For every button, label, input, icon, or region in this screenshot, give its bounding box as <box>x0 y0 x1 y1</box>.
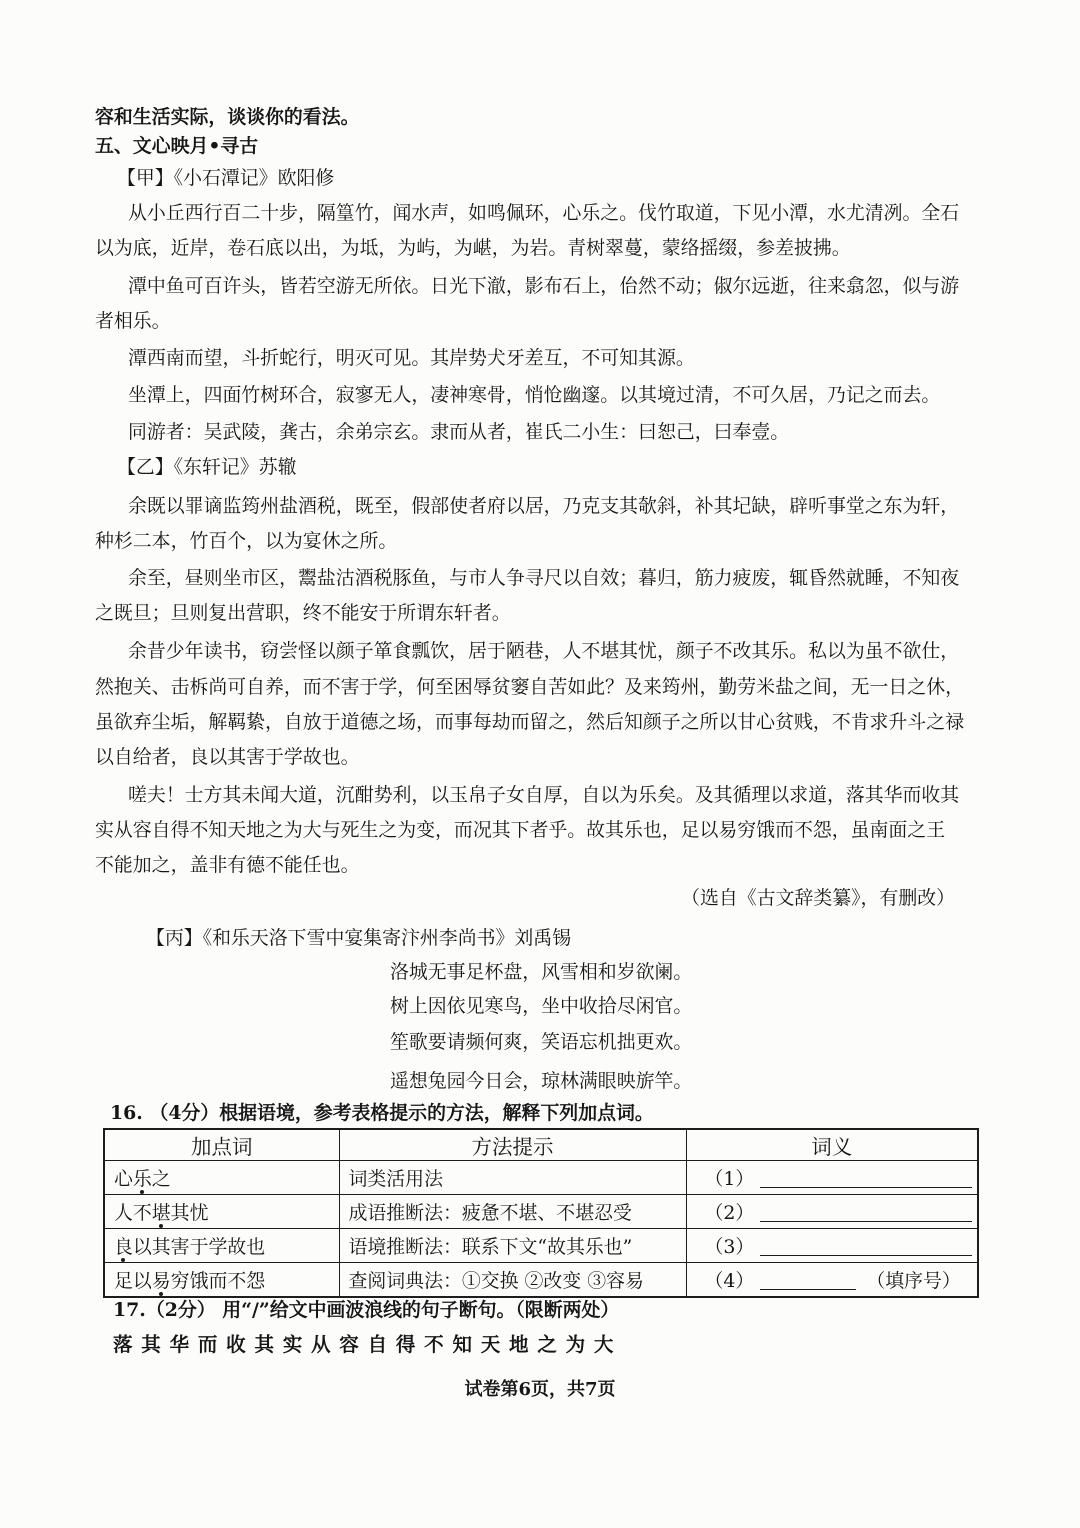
passage-b-heading: 【乙】《东轩记》苏辙 <box>117 456 297 478</box>
word-text: 穷饿而不怨 <box>170 1270 266 1292</box>
poem-line-3: 笙歌要请频何爽，笑语忘机拙更欢。 <box>390 1031 693 1053</box>
table-row <box>104 1263 978 1298</box>
table-header-method: 方法提示 <box>339 1129 686 1161</box>
passage-a-heading: 【甲】《小石潭记》欧阳修 <box>117 167 335 189</box>
poem-line-2: 树上因依见寒鸟，坐中收拾尽闲官。 <box>390 995 693 1017</box>
passage-b-p3-line4: 以自给者，良以其害于学故也。 <box>95 746 360 768</box>
table-cell-word <box>104 1161 339 1195</box>
word-text: 其忧 <box>170 1202 209 1224</box>
answer-label: （3） <box>704 1236 755 1258</box>
answer-blank <box>760 1204 972 1222</box>
passage-a-p2-line2: 者相乐。 <box>95 310 171 332</box>
passage-a-p5-line1: 同游者：吴武陵，龚古，余弟宗玄。隶而从者，崔氏二小生：曰恕己，曰奉壹。 <box>128 421 790 443</box>
table-cell-word <box>104 1195 339 1229</box>
intro-line: 容和生活实际，谈谈你的看法。 <box>95 106 360 128</box>
table-cell-word <box>104 1229 339 1263</box>
table-cell-answer <box>686 1161 978 1195</box>
table-cell-method: 查阅词典法：①交换 ②改变 ③容易 <box>339 1263 686 1298</box>
dotted-char: 易 <box>151 1270 171 1292</box>
question-17-text: （2分） 用“/”给文中画波浪线的句子断句。（限断两处） <box>145 1299 620 1321</box>
passage-b-p1-line2: 种杉二本，竹百个，以为宴休之所。 <box>95 530 398 552</box>
section-title: 五、文心映月•寻古 <box>95 135 259 157</box>
passage-b-p4-line1: 嗟夫！士方其未闻大道，沉酣势利，以玉帛子女自厚，自以为乐矣。及其循理以求道，落其华而收其 <box>128 784 960 806</box>
table-header-meaning: 词义 <box>686 1129 978 1161</box>
dotted-char: 堪 <box>151 1202 171 1224</box>
table-cell-method: 语境推断法：联系下文“故其乐也” <box>339 1229 686 1263</box>
word-text: 之 <box>151 1168 171 1190</box>
passage-b-p2-line2: 之既旦；旦则复出营职，终不能安于所谓东轩者。 <box>95 602 511 624</box>
poem-line-4: 遥想兔园今日会，琼林满眼映旂竿。 <box>390 1070 693 1092</box>
passage-a-p2-line1: 潭中鱼可百许头，皆若空游无所依。日光下澈，影布石上，佁然不动；俶尔远逝，往来翕忽，似与游 <box>128 275 960 297</box>
passage-b-p4-line3: 不能加之，盖非有德不能任也。 <box>95 854 360 876</box>
word-text: 足以 <box>114 1270 152 1292</box>
table-row <box>104 1195 978 1229</box>
table-cell-answer <box>686 1229 978 1263</box>
passage-a-p4-line1: 坐潭上，四面竹树环合，寂寥无人，凄神寒骨，悄怆幽邃。以其境过清，不可久居，乃记之而去。 <box>128 384 941 406</box>
poem-line-1: 洛城无事足杯盘，风雪相和岁欲阑。 <box>390 961 693 983</box>
word-text: 人不 <box>114 1202 152 1224</box>
question-16-text: （4分）根据语境，参考表格提示的方法，解释下列加点词。 <box>142 1102 654 1124</box>
passage-b-p4-line2: 实从容自得不知天地之为大与死生之为变，而况其下者乎。故其乐也，足以易穷饿而不怨，虽南面之王 <box>95 819 946 841</box>
question-17-sentence: 落 其 华 而 收 其 实 从 容 自 得 不 知 天 地 之 为 大 <box>113 1333 615 1356</box>
passage-b-source: （选自《古文辞类纂》，有删改） <box>681 887 955 909</box>
passage-b-p3-line2: 然抱关、击柝尚可自养，而不害于学，何至困辱贫窭自苦如此？及来筠州，勤劳米盐之间，无一日之休， <box>95 676 964 698</box>
table-cell-answer <box>686 1263 978 1298</box>
page-footer: 试卷第6页，共7页 <box>464 1379 616 1400</box>
passage-b-p1-line1: 余既以罪谪监筠州盐酒税，既至，假部使者府以居，乃克支其欹斜，补其圮缺，辟听事堂之东为轩， <box>128 495 960 517</box>
table-header-word: 加点词 <box>104 1129 339 1161</box>
passage-b-p3-line1: 余昔少年读书，窃尝怪以颜子箪食瓢饮，居于陋巷，人不堪其忧，颜子不改其乐。私以为虽不欲仕， <box>128 640 960 662</box>
table-header-row <box>104 1129 978 1161</box>
dotted-char: 乐 <box>132 1168 152 1190</box>
answer-blank <box>760 1272 856 1290</box>
question-16-number: 16. <box>110 1102 143 1124</box>
table-cell-method: 成语推断法：疲惫不堪、不堪忍受 <box>339 1195 686 1229</box>
passage-a-p3-line1: 潭西南而望，斗折蛇行，明灭可见。其岸势犬牙差互，不可知其源。 <box>128 347 695 369</box>
answer-label: （2） <box>704 1202 755 1224</box>
dotted-char: 良 <box>114 1236 133 1258</box>
passage-b-p2-line1: 余至，昼则坐市区，鬻盐沽酒税豚鱼，与市人争寻尺以自效；暮归，筋力疲废，辄昏然就睡，不知夜 <box>128 567 960 589</box>
passage-a-p1-line1: 从小丘西行百二十步，隔篁竹，闻水声，如鸣佩环，心乐之。伐竹取道，下见小潭，水尤清冽。全石 <box>128 202 960 224</box>
question-16-table <box>103 1128 979 1298</box>
answer-blank <box>760 1238 972 1256</box>
answer-suffix: （填序号） <box>866 1270 961 1292</box>
table-cell-word <box>104 1263 339 1298</box>
table-row <box>104 1229 978 1263</box>
word-text: 心 <box>114 1168 133 1190</box>
word-text: 以其害于学故也 <box>132 1236 266 1258</box>
answer-label: （1） <box>704 1168 755 1190</box>
question-17-number: 17. <box>113 1299 146 1321</box>
passage-a-p1-line2: 以为底，近岸，卷石底以出，为坻，为屿，为嵁，为岩。青树翠蔓，蒙络摇缀，参差披拂。 <box>95 237 851 259</box>
question-17-prompt <box>113 1297 619 1323</box>
table-row <box>104 1161 978 1195</box>
passage-c-heading: 【丙】《和乐天洛下雪中宴集寄汴州李尚书》刘禹锡 <box>146 927 572 949</box>
passage-b-p3-line3: 虽欲弃尘垢，解羁絷，自放于道德之场，而事每劫而留之，然后知颜子之所以甘心贫贱，不肯求升斗之禄 <box>95 711 964 733</box>
answer-label: （4） <box>704 1270 755 1292</box>
table-cell-answer <box>686 1195 978 1229</box>
answer-blank <box>760 1170 972 1188</box>
question-16-prompt <box>110 1100 654 1126</box>
table-cell-method: 词类活用法 <box>339 1161 686 1195</box>
